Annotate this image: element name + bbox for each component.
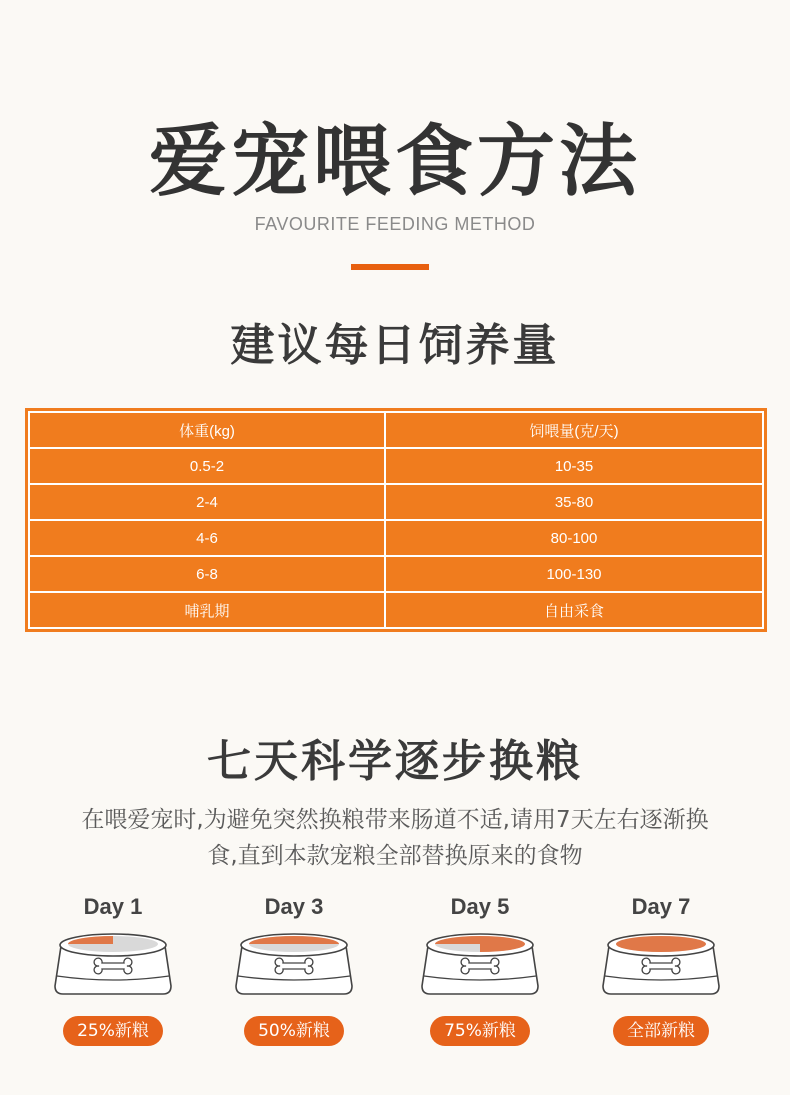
description-line: 食,直到本款宠粮全部替换原来的食物	[207, 843, 583, 869]
column-header-weight: 体重(kg)	[29, 412, 385, 448]
page-title: 爱宠喂食方法	[148, 117, 641, 207]
new-food-badge: 全部新粮	[613, 1016, 709, 1046]
day-label: Day 7	[631, 894, 691, 919]
day-step-5	[410, 890, 550, 1046]
feeding-section-title: 建议每日饲养量	[230, 320, 560, 371]
day-label: Day 5	[450, 894, 510, 919]
weight-cell: 哺乳期	[29, 592, 385, 628]
amount-cell: 80-100	[385, 520, 763, 556]
table-row	[29, 448, 763, 484]
day-label: Day 1	[83, 894, 143, 919]
table-row	[29, 484, 763, 520]
transition-section-title: 七天科学逐步换粮	[207, 736, 583, 787]
column-header-amount: 饲喂量(克/天)	[385, 412, 763, 448]
day-step-3	[224, 890, 364, 1046]
weight-cell: 2-4	[29, 484, 385, 520]
amount-cell: 35-80	[385, 484, 763, 520]
weight-cell: 4-6	[29, 520, 385, 556]
bowl-icon	[234, 932, 354, 998]
description-line: 在喂爱宠时,为避免突然换粮带来肠道不适,请用7天左右逐渐换	[81, 807, 709, 833]
new-food-badge: 75%新粮	[430, 1016, 530, 1046]
weight-cell: 0.5-2	[29, 448, 385, 484]
table-row	[29, 556, 763, 592]
day-step-1	[43, 890, 183, 1046]
table-row	[29, 520, 763, 556]
bowl-icon	[601, 932, 721, 998]
new-food-badge: 25%新粮	[63, 1016, 163, 1046]
weight-cell: 6-8	[29, 556, 385, 592]
table-row	[29, 592, 763, 628]
day-step-7	[591, 890, 731, 1046]
new-food-portion	[616, 936, 706, 952]
day-label: Day 3	[264, 894, 324, 919]
bowl-icon	[53, 932, 173, 998]
table-header-row	[29, 412, 763, 448]
amount-cell: 10-35	[385, 448, 763, 484]
amount-cell: 100-130	[385, 556, 763, 592]
page-subtitle: FAVOURITE FEEDING METHOD	[254, 214, 536, 234]
bowl-icon	[420, 932, 540, 998]
accent-divider	[351, 264, 429, 270]
new-food-badge: 50%新粮	[244, 1016, 344, 1046]
feeding-table	[25, 408, 767, 632]
amount-cell: 自由采食	[385, 592, 763, 628]
transition-description	[40, 802, 750, 874]
